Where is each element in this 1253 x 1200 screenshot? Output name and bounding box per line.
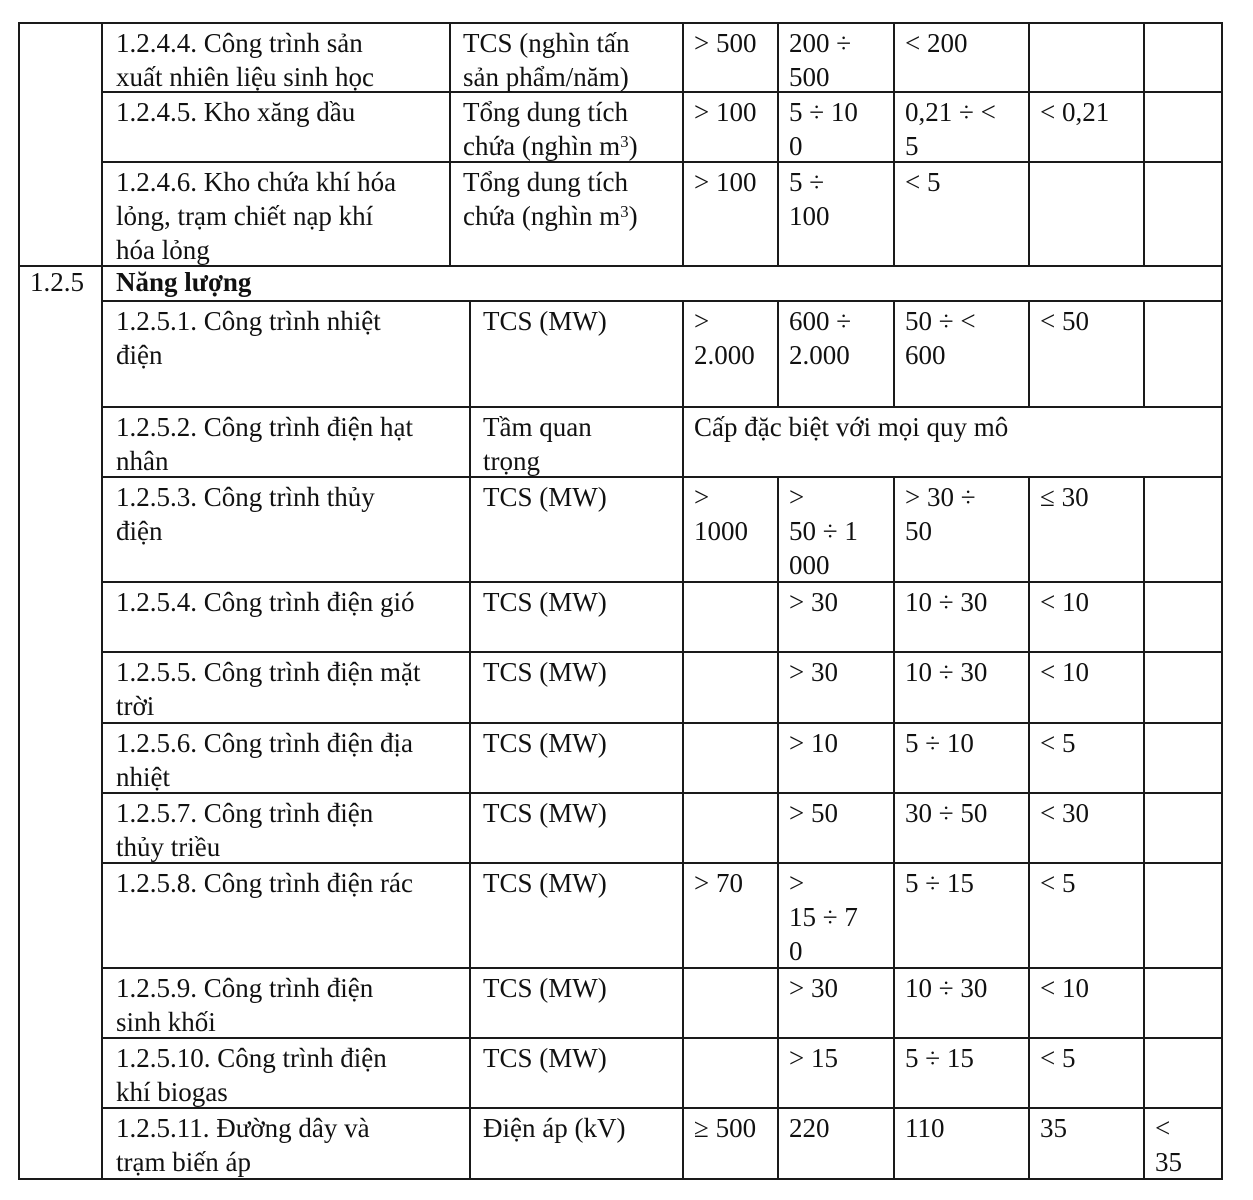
scale-c1-line: >	[694, 482, 710, 512]
column-divider	[1143, 792, 1145, 862]
row-name-line: sinh khối	[116, 1007, 216, 1037]
column-divider	[777, 300, 779, 406]
row-name-line: 1.2.4.4. Công trình sản	[116, 28, 363, 58]
scale-c3-line: 5 ÷ 10	[905, 728, 974, 758]
scale-c2	[789, 1041, 838, 1075]
scale-c1	[694, 26, 756, 60]
scale-c3-line: 10 ÷ 30	[905, 657, 988, 687]
row-name-line: 1.2.5.7. Công trình điện	[116, 798, 374, 828]
row-name-line: 1.2.5.6. Công trình điện địa	[116, 728, 413, 758]
scale-c4-line: ≤ 30	[1040, 482, 1089, 512]
column-divider	[893, 1107, 895, 1178]
scale-c3	[905, 655, 987, 689]
row-name-line: 1.2.5.1. Công trình nhiệt	[116, 306, 381, 336]
column-divider	[682, 22, 684, 265]
column-divider	[682, 1037, 684, 1107]
section-title: Năng lượng	[116, 267, 252, 297]
row-divider	[101, 406, 1221, 408]
row-name	[116, 304, 381, 372]
scale-c3-line: 110	[905, 1113, 945, 1143]
column-divider	[682, 792, 684, 862]
scale-c4	[1040, 480, 1089, 514]
scale-c1-line: > 100	[694, 167, 757, 197]
scale-c4	[1040, 655, 1089, 689]
column-divider	[469, 967, 471, 1037]
scale-c3	[905, 480, 976, 548]
scale-c3-line: < 5	[905, 167, 941, 197]
scale-c1-line: ≥ 500	[694, 1113, 757, 1143]
scale-c1-line: > 500	[694, 28, 757, 58]
column-divider	[469, 722, 471, 792]
row-name	[116, 796, 373, 864]
scale-c2	[789, 165, 830, 233]
row-criterion-line: TCS (MW)	[483, 482, 607, 512]
scale-c5-line: <	[1155, 1113, 1171, 1143]
row-divider	[101, 651, 1221, 653]
scale-c1-line: 1000	[694, 516, 748, 546]
row-name-line: hóa lỏng	[116, 235, 210, 265]
row-criterion	[483, 796, 607, 830]
scale-c2-line: > 10	[789, 728, 838, 758]
column-divider	[1143, 300, 1145, 406]
row-name	[116, 410, 413, 478]
row-divider	[101, 967, 1221, 969]
row-name-line: 1.2.4.5. Kho xăng dầu	[116, 97, 356, 127]
row-name-line: xuất nhiên liệu sinh học	[116, 62, 374, 92]
scale-c3-line: 600	[905, 340, 946, 370]
scale-c5	[1155, 1111, 1182, 1179]
scale-c2-line: 100	[789, 201, 830, 231]
row-name	[116, 480, 375, 548]
scale-c3	[905, 95, 996, 163]
scale-c3	[905, 585, 987, 619]
scale-c2-line: > 50	[789, 798, 838, 828]
row-name	[116, 1041, 387, 1109]
scale-c5-line: 35	[1155, 1147, 1182, 1177]
scale-c2	[789, 26, 851, 94]
row-name-line: 1.2.5.3. Công trình thủy	[116, 482, 375, 512]
column-divider	[893, 1037, 895, 1107]
scale-c4	[1040, 866, 1075, 900]
scale-c3	[905, 796, 987, 830]
row-criterion	[483, 866, 607, 900]
column-divider	[1028, 300, 1030, 406]
column-divider	[682, 862, 684, 967]
column-divider	[469, 300, 471, 406]
column-divider	[777, 1107, 779, 1178]
row-criterion	[483, 480, 607, 514]
row-criterion-line: TCS (nghìn tấn	[463, 28, 630, 58]
row-criterion-line: TCS (MW)	[483, 1043, 607, 1073]
column-divider	[469, 406, 471, 476]
scale-c2-line: > 30	[789, 973, 838, 1003]
scale-c2-line: 000	[789, 550, 830, 580]
column-divider	[101, 300, 103, 406]
scale-c2-line: 15 ÷ 7	[789, 902, 858, 932]
column-divider	[1028, 581, 1030, 651]
row-name	[116, 655, 420, 723]
column-divider	[1143, 581, 1145, 651]
row-criterion-line: TCS (MW)	[483, 587, 607, 617]
column-divider	[1143, 651, 1145, 722]
scale-c2-line: 5 ÷	[789, 167, 825, 197]
column-divider	[1143, 862, 1145, 967]
scale-c3	[905, 971, 987, 1005]
column-divider	[1028, 1107, 1030, 1178]
column-divider	[1028, 862, 1030, 967]
column-divider	[1143, 1107, 1145, 1178]
column-divider	[893, 722, 895, 792]
column-divider	[1028, 22, 1030, 265]
scale-c2-line: 600 ÷	[789, 306, 852, 336]
scale-c4	[1040, 796, 1089, 830]
scale-c4-line: < 5	[1040, 728, 1076, 758]
row-name	[116, 971, 373, 1039]
row-divider	[101, 161, 1221, 163]
row-name-line: 1.2.5.10. Công trình điện	[116, 1043, 387, 1073]
scale-c4-line: < 0,21	[1040, 97, 1110, 127]
column-divider	[101, 1037, 103, 1107]
row-name-line: 1.2.5.8. Công trình điện rác	[116, 868, 413, 898]
column-divider	[449, 22, 451, 265]
column-divider	[777, 722, 779, 792]
scale-c3-line: 30 ÷ 50	[905, 798, 988, 828]
scale-c2	[789, 971, 838, 1005]
column-divider	[469, 1107, 471, 1178]
column-divider	[101, 862, 103, 967]
scale-c1	[694, 480, 748, 548]
row-name	[116, 165, 396, 267]
column-divider	[893, 792, 895, 862]
row-criterion-line: TCS (MW)	[483, 868, 607, 898]
row-criterion-line: Tổng dung tích	[463, 97, 628, 127]
scale-c2-line: 200 ÷	[789, 28, 852, 58]
column-divider	[893, 967, 895, 1037]
scale-c3-line: 0,21 ÷ <	[905, 97, 996, 127]
column-divider	[1143, 722, 1145, 792]
column-divider	[893, 300, 895, 406]
column-divider	[777, 22, 779, 265]
column-divider	[101, 265, 103, 300]
scale-c2	[789, 304, 851, 372]
row-criterion-line: chứa (nghìn $m^3$)	[463, 131, 638, 161]
row-name-line: 1.2.5.4. Công trình điện gió	[116, 587, 415, 617]
row-name-line: nhiệt	[116, 762, 170, 792]
row-criterion	[483, 585, 607, 619]
scale-c2-line: 50 ÷ 1	[789, 516, 858, 546]
row-criterion	[483, 410, 592, 478]
column-divider	[777, 476, 779, 581]
scale-c4	[1040, 1041, 1075, 1075]
row-criterion	[483, 304, 607, 338]
scale-c3-line: < 200	[905, 28, 968, 58]
column-divider	[682, 967, 684, 1037]
column-divider	[777, 792, 779, 862]
scale-c4	[1040, 1111, 1067, 1145]
scale-c2-line: 220	[789, 1113, 830, 1143]
column-divider	[1028, 792, 1030, 862]
superscript: 3	[620, 202, 629, 221]
row-name-line: điện	[116, 516, 163, 546]
row-criterion	[483, 1111, 625, 1145]
column-divider	[1028, 651, 1030, 722]
scale-c2	[789, 480, 858, 582]
row-name-line: 1.2.5.11. Đường dây và	[116, 1113, 370, 1143]
scale-c2	[789, 1111, 830, 1145]
scale-c2	[789, 95, 858, 163]
column-divider	[893, 651, 895, 722]
column-divider	[469, 792, 471, 862]
scale-c4-line: < 10	[1040, 657, 1089, 687]
scale-c4-line: < 30	[1040, 798, 1089, 828]
row-criterion-line: TCS (MW)	[483, 306, 607, 336]
column-divider	[682, 722, 684, 792]
section-number: 1.2.5	[30, 267, 84, 297]
column-divider	[1143, 22, 1145, 265]
scale-c2	[789, 726, 838, 760]
scale-c4-line: < 5	[1040, 868, 1076, 898]
scale-c2-line: 2.000	[789, 340, 850, 370]
criterion-tail: )	[628, 201, 638, 231]
column-divider	[469, 1037, 471, 1107]
scale-c1	[694, 95, 756, 129]
column-divider	[893, 476, 895, 581]
scale-c3-line: 5 ÷ 15	[905, 868, 974, 898]
column-divider	[893, 862, 895, 967]
column-divider	[101, 406, 103, 476]
scale-c2-line: >	[789, 482, 805, 512]
scale-c4	[1040, 971, 1089, 1005]
table-border-top	[18, 22, 1223, 24]
row-name	[116, 866, 413, 900]
row-criterion-line: Tổng dung tích	[463, 167, 628, 197]
column-divider	[1143, 476, 1145, 581]
column-divider	[101, 22, 103, 265]
row-criterion-line: TCS (MW)	[483, 728, 607, 758]
scale-c3	[905, 866, 974, 900]
column-divider	[101, 792, 103, 862]
row-divider	[101, 300, 1221, 302]
column-divider	[1028, 1037, 1030, 1107]
row-criterion-line: sản phẩm/năm)	[463, 62, 629, 92]
criterion-tail: )	[628, 131, 638, 161]
column-divider	[893, 581, 895, 651]
column-divider	[1143, 1037, 1145, 1107]
scale-c3-line: 5	[905, 131, 919, 161]
scale-c4-line: < 50	[1040, 306, 1089, 336]
scale-c3-line: > 30 ÷	[905, 482, 976, 512]
column-divider	[682, 1107, 684, 1178]
scale-c1	[694, 866, 743, 900]
row-name-line: lỏng, trạm chiết nạp khí	[116, 201, 374, 231]
scale-c4-line: < 10	[1040, 587, 1089, 617]
row-criterion-line: TCS (MW)	[483, 798, 607, 828]
scale-c2-line: > 30	[789, 657, 838, 687]
scale-c2-line: >	[789, 868, 805, 898]
scale-c4	[1040, 726, 1075, 760]
scale-c3	[905, 1111, 945, 1145]
row-criterion	[483, 971, 607, 1005]
row-name-line: 1.2.5.2. Công trình điện hạt	[116, 412, 413, 442]
row-criterion	[463, 165, 638, 233]
table-border-right	[1221, 22, 1223, 1179]
scale-c2-line: 0	[789, 131, 803, 161]
row-name	[116, 726, 413, 794]
scale-c4	[1040, 95, 1109, 129]
scale-c2	[789, 585, 838, 619]
column-divider	[682, 300, 684, 406]
scale-c1-line: 2.000	[694, 340, 755, 370]
row-criterion-line: chứa (nghìn $m^3$)	[463, 201, 638, 231]
column-divider	[1143, 967, 1145, 1037]
column-divider	[682, 651, 684, 722]
scale-c2	[789, 655, 838, 689]
scale-c1	[694, 1111, 756, 1145]
scale-c3-line: 10 ÷ 30	[905, 587, 988, 617]
merged-scale-cell: Cấp đặc biệt với mọi quy mô	[694, 412, 1009, 442]
scale-c2-line: 500	[789, 62, 830, 92]
scale-c4-line: < 5	[1040, 1043, 1076, 1073]
scale-c4	[1040, 585, 1089, 619]
column-divider	[1028, 967, 1030, 1037]
scale-c3	[905, 1041, 974, 1075]
scale-c2-line: 0	[789, 936, 803, 966]
scale-c1	[694, 304, 755, 372]
scale-c3-line: 10 ÷ 30	[905, 973, 988, 1003]
column-divider	[1028, 722, 1030, 792]
row-name-line: 1.2.4.6. Kho chứa khí hóa	[116, 167, 397, 197]
row-criterion	[483, 655, 607, 689]
column-divider	[893, 22, 895, 265]
row-name-line: trạm biến áp	[116, 1147, 251, 1177]
scale-c3	[905, 165, 940, 199]
row-name-line: thủy triều	[116, 832, 221, 862]
column-divider	[469, 476, 471, 581]
row-criterion	[483, 1041, 607, 1075]
row-name-line: 1.2.5.5. Công trình điện mặt	[116, 657, 421, 687]
superscript: 3	[620, 132, 629, 151]
scale-c2	[789, 866, 858, 968]
column-divider	[101, 967, 103, 1037]
row-name	[116, 1111, 370, 1179]
column-divider	[777, 581, 779, 651]
row-name-line: nhân	[116, 446, 169, 476]
row-criterion-line: Tầm quan	[483, 412, 592, 442]
scale-c3	[905, 304, 976, 372]
scale-c1-line: >	[694, 306, 710, 336]
row-criterion	[463, 26, 630, 94]
row-name	[116, 95, 355, 129]
row-name-line: khí biogas	[116, 1077, 228, 1107]
column-divider	[777, 967, 779, 1037]
scale-c4	[1040, 304, 1089, 338]
column-divider	[777, 1037, 779, 1107]
scale-c3-line: 50 ÷ <	[905, 306, 976, 336]
row-criterion-line: TCS (MW)	[483, 657, 607, 687]
row-name	[116, 585, 415, 619]
scale-c2	[789, 796, 838, 830]
scale-c2-line: > 15	[789, 1043, 838, 1073]
row-name-line: 1.2.5.9. Công trình điện	[116, 973, 374, 1003]
column-divider	[101, 651, 103, 722]
column-divider	[469, 581, 471, 651]
row-name-line: điện	[116, 340, 163, 370]
column-divider	[101, 581, 103, 651]
column-divider	[101, 1107, 103, 1178]
column-divider	[777, 862, 779, 967]
row-divider	[101, 581, 1221, 583]
scale-c3	[905, 26, 967, 60]
column-divider	[682, 476, 684, 581]
table-border-left	[18, 22, 20, 1179]
row-criterion-line: Điện áp (kV)	[483, 1113, 626, 1143]
scale-c3-line: 50	[905, 516, 932, 546]
column-divider	[1028, 476, 1030, 581]
scale-c4-line: 35	[1040, 1113, 1067, 1143]
column-divider	[777, 651, 779, 722]
column-divider	[469, 651, 471, 722]
scale-c2-line: > 30	[789, 587, 838, 617]
scale-c4-line: < 10	[1040, 973, 1089, 1003]
row-criterion-line: trọng	[483, 446, 540, 476]
scale-c2-line: 5 ÷ 10	[789, 97, 858, 127]
scale-c3-line: 5 ÷ 15	[905, 1043, 974, 1073]
scale-c1-line: > 70	[694, 868, 743, 898]
column-divider	[682, 581, 684, 651]
row-criterion	[483, 726, 607, 760]
row-name	[116, 26, 374, 94]
column-divider	[101, 476, 103, 581]
column-divider	[101, 722, 103, 792]
scale-c1-line: > 100	[694, 97, 757, 127]
column-divider	[469, 862, 471, 967]
row-criterion-line: TCS (MW)	[483, 973, 607, 1003]
scale-c1	[694, 165, 756, 199]
row-criterion	[463, 95, 638, 163]
column-divider	[682, 406, 684, 476]
scale-c3	[905, 726, 974, 760]
row-name-line: trời	[116, 691, 155, 721]
